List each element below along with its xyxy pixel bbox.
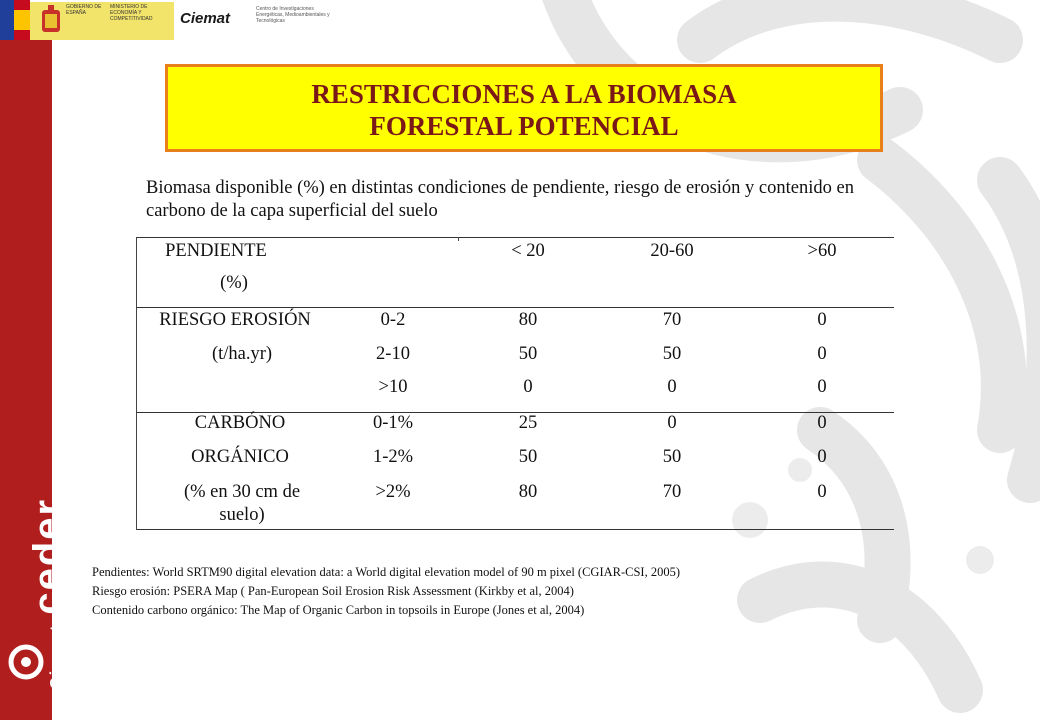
table-cell: 70 (662, 482, 682, 502)
col-header-2: 20-60 (650, 241, 694, 261)
carbon-label: CARBÓNO (194, 413, 286, 433)
coat-of-arms-icon (36, 4, 66, 38)
table-col-tick (458, 237, 459, 241)
table-cell: 70 (662, 310, 682, 330)
note-carbon: Contenido carbono orgánico: The Map of Organic Carbon in topsoils in Europe (Jones et al, 2004) (92, 603, 585, 617)
brand-name: ceder (26, 497, 70, 615)
col-header-3: >60 (807, 241, 837, 261)
pendiente-unit: (%) (220, 273, 248, 293)
left-sidebar (0, 0, 77, 720)
carbon-range: 1-2% (372, 447, 414, 467)
ciemat-logo: Ciemat (180, 10, 231, 27)
ministry-label: MINISTERIO DE ECONOMÍA Y COMPETITIVIDAD (110, 4, 153, 22)
table-top-rule (136, 237, 894, 238)
table-cell: 0 (817, 482, 827, 502)
table-bottom-rule (136, 529, 894, 530)
table-cell: 0 (817, 377, 827, 397)
brand-logo: Ciemat (48, 624, 65, 690)
table-cell: 80 (518, 310, 538, 330)
brand-tagline: centro de desarrollo de energías renovables (67, 513, 77, 690)
table-caption: Biomasa disponible (%) en distintas condiciones de pendiente, riesgo de erosión y contenido en carbono de la capa superficial del suelo (146, 178, 854, 221)
table-cell: 0 (817, 413, 827, 433)
table-cell: 50 (662, 344, 682, 364)
table-cell: 50 (518, 447, 538, 467)
note-erosion: Riesgo erosión: PSERA Map ( Pan-European Soil Erosion Risk Assessment (Kirkby et al, 2004) (92, 584, 574, 598)
table-cell: 0 (817, 344, 827, 364)
government-label: GOBIERNO DE ESPAÑA (66, 4, 102, 16)
carbon-unit: (% en 30 cm de (183, 482, 301, 502)
brand-block (26, 498, 77, 690)
erosion-unit: (t/ha.yr) (211, 344, 273, 364)
table-cell: 0 (523, 377, 533, 397)
ciemat-description: Centro de Investigaciones Energéticas, Medioambientales y Tecnológicas (256, 6, 330, 24)
table-cell: 25 (518, 413, 538, 433)
carbon-label-2: ORGÁNICO (191, 447, 289, 467)
note-slope: Pendientes: World SRTM90 digital elevation data: a World digital elevation model of 90 m pixel (CGIAR-CSI, 2005) (92, 565, 681, 579)
slide-title-line-1: RESTRICCIONES A LA BIOMASA (311, 79, 737, 109)
source-notes (92, 563, 852, 620)
eu-flag-icon (0, 0, 14, 40)
col-header-1: < 20 (511, 241, 545, 261)
erosion-range: >10 (378, 377, 408, 397)
carbon-range: >2% (375, 482, 411, 502)
carbon-unit-2: suelo) (219, 505, 265, 525)
table-cell: 0 (667, 413, 677, 433)
table-cell: 0 (817, 310, 827, 330)
table-cell: 0 (817, 447, 827, 467)
table-cell: 50 (518, 344, 538, 364)
erosion-range: 2-10 (376, 344, 410, 364)
slide-title-line-2: FORESTAL POTENCIAL (369, 111, 679, 141)
table-cell: 50 (662, 447, 682, 467)
spain-flag-icon (14, 0, 30, 40)
table-cell: 0 (667, 377, 677, 397)
carbon-range: 0-1% (372, 413, 414, 433)
table-cell: 80 (518, 482, 538, 502)
erosion-label: RIESGO EROSIÓN (159, 310, 311, 330)
slide-title-box (165, 64, 883, 152)
table-rule-header (136, 307, 894, 308)
erosion-range: 0-2 (380, 310, 406, 330)
pendiente-label: PENDIENTE (165, 241, 267, 261)
header-logos (0, 0, 330, 42)
